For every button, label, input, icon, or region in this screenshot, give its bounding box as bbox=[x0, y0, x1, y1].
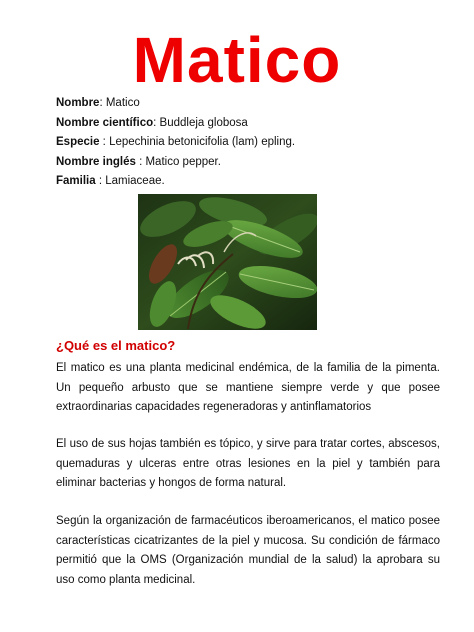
fact-label: Nombre bbox=[56, 97, 100, 109]
paragraph: El uso de sus hojas también es tópico, y sirve para tratar cortes, abscesos, quemaduras y ulceras entre otras lesiones en la piel y también para eliminar bacterias y hongos de forma natural. bbox=[56, 438, 440, 490]
paragraph: Según la organización de farmacéuticos iberoamericanos, el matico posee características cicatrizantes de la piel y mucosa. Su condición de fármaco permitió que la OMS (Organización mundial de la salud) la aprobara su uso como planta medicinal. bbox=[56, 515, 440, 586]
fact-nombre-cientifico bbox=[56, 114, 295, 134]
fact-label: Especie bbox=[56, 136, 100, 148]
fact-separator: : bbox=[99, 136, 106, 148]
fact-separator: : bbox=[153, 116, 157, 129]
document-title: Matico bbox=[132, 24, 342, 96]
fact-separator: : bbox=[135, 155, 143, 168]
fact-separator: : bbox=[99, 97, 103, 109]
fact-value: Matico bbox=[102, 97, 140, 109]
fact-especie bbox=[56, 133, 295, 153]
fact-nombre bbox=[56, 94, 295, 114]
fact-value: Buddleja globosa bbox=[156, 116, 248, 129]
fact-separator: : bbox=[95, 175, 103, 187]
fact-familia bbox=[56, 172, 295, 192]
plant-illustration bbox=[138, 194, 317, 330]
fact-label: Nombre científico bbox=[56, 116, 154, 129]
section-heading: ¿Qué es el matico? bbox=[56, 338, 176, 353]
facts-list bbox=[56, 94, 295, 192]
fact-label: Familia bbox=[56, 175, 96, 187]
paragraph: El matico es una planta medicinal endémica, de la familia de la pimenta. Un pequeño arbusto que se mantiene siempre verde y que posee extraordinarias capacidades regeneradoras y antinflamatorios bbox=[56, 362, 440, 414]
fact-value: Lepechinia betonicifolia (lam) epling. bbox=[105, 136, 296, 148]
fact-value: Matico pepper. bbox=[142, 155, 221, 168]
fact-label: Nombre inglés bbox=[56, 155, 136, 168]
fact-nombre-ingles bbox=[56, 153, 295, 173]
fact-value: Lamiaceae. bbox=[102, 175, 165, 187]
matico-plant-photo bbox=[138, 194, 317, 330]
